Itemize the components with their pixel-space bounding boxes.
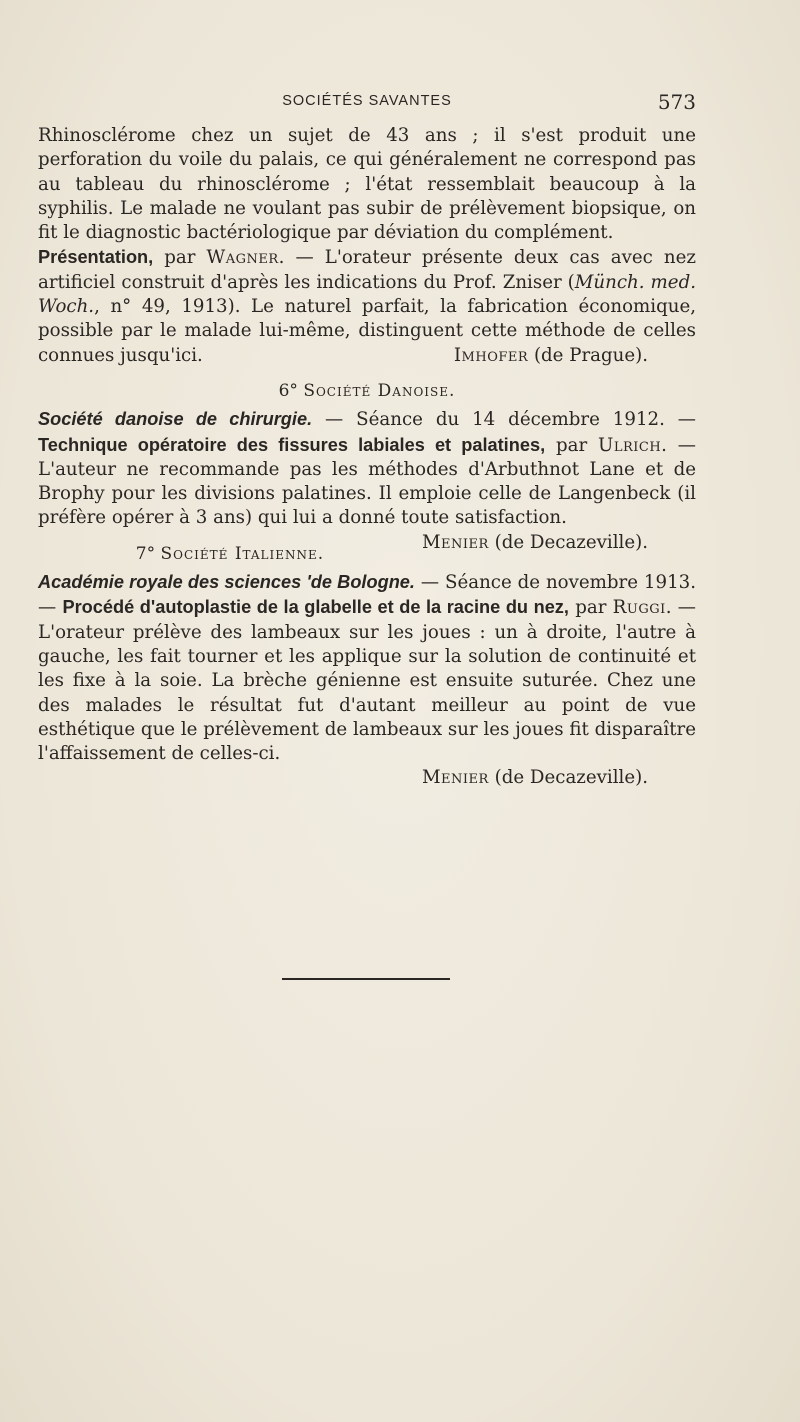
connector-text: par (153, 247, 207, 269)
author-name: Ulrich (598, 434, 662, 456)
section-number: 6° (278, 380, 298, 401)
paragraph-text: . — L'orateur présente deux cas avec nez artificiel construit d'après les indications du Prof. Zniser ( (38, 247, 696, 293)
signature (38, 766, 696, 790)
end-rule (282, 978, 450, 980)
signature-place: (de Prague). (528, 344, 648, 366)
paper-title: Procédé d'autoplastie de la glabelle et de la racine du nez, (62, 597, 569, 618)
section-heading-danish (38, 379, 696, 403)
paragraph-danish-surgery (38, 407, 696, 553)
journal-reference: Münch. med. Woch. (38, 271, 696, 318)
paper-title: Présentation, (38, 247, 154, 268)
body-text (38, 124, 696, 791)
section-number: 7° (135, 543, 156, 564)
signature-name: Menier (421, 767, 489, 789)
paragraph-presentation-wagner (38, 245, 696, 367)
signature-place: (de Decazeville). (488, 531, 648, 553)
paragraph-rhinoscleroma (38, 124, 696, 245)
paragraph-bologna-academy (38, 570, 696, 766)
paper-title: Technique opératoire des fissures labiales et palatines, (38, 434, 546, 455)
session-text: — Séance du 14 décembre 1912. — (312, 409, 696, 431)
signature-name: Menier (421, 531, 489, 553)
running-header (38, 90, 696, 114)
paragraph-text: . — L'orateur prélève des lambeaux sur les joues : un à droite, l'autre à gauche, les fait tourner et les applique sur la solution de continuité et les fixe à la soie. La brèche génienne est ensuite suturée. Chez une des malades le résultat fut d'autant meilleur au point de vue esthétique que le prélèvement de lambeaux sur les joues fit disparaître l'affaissement de celles-ci. (38, 597, 696, 765)
signature-place: (de Decazeville). (488, 767, 648, 789)
paragraph-text: . — L'auteur ne recommande pas les méthodes d'Arbuthnot Lane et de Brophy pour les divisions palatines. Il emploie celle de Langenbeck (il préfère opérer à 3 ans) qui lui a donné toute satisfaction. (38, 434, 696, 529)
section-name: Société Danoise. (303, 380, 456, 401)
author-name: Ruggi (612, 597, 666, 619)
author-name: Wagner (206, 247, 279, 269)
section-name: Société Italienne. (160, 543, 325, 564)
connector-text: par (545, 434, 598, 456)
society-name: Académie royale des sciences 'de Bologne. (38, 572, 415, 593)
connector-text: par (568, 597, 613, 619)
paragraph-text: Rhinosclérome chez un sujet de 43 ans ; il s'est produit une perforation du voile du palais, ce qui généralement ne correspond pas au tableau du rhinosclérome ; l'état ressemblait beaucoup à la syphilis. Le malade ne voulant pas subir de prélèvement biopsique, on fit le diagnostic bactériologique par déviation du complément. (38, 125, 696, 244)
signature (422, 531, 648, 555)
signature (454, 344, 648, 368)
session-text: — Séance de novembre 1913. — (38, 572, 696, 619)
society-name: Société danoise de chirurgie. (38, 409, 313, 430)
paragraph-text: , n° 49, 1913). Le naturel parfait, la fabrication économique, possible par le malade lui-même, distinguent cette méthode de celles connues jusqu'ici. (38, 296, 696, 366)
running-title: SOCIÉTÉS SAVANTES (282, 93, 452, 109)
signature-name: Imhofer (453, 344, 529, 366)
page-number: 573 (657, 90, 696, 114)
